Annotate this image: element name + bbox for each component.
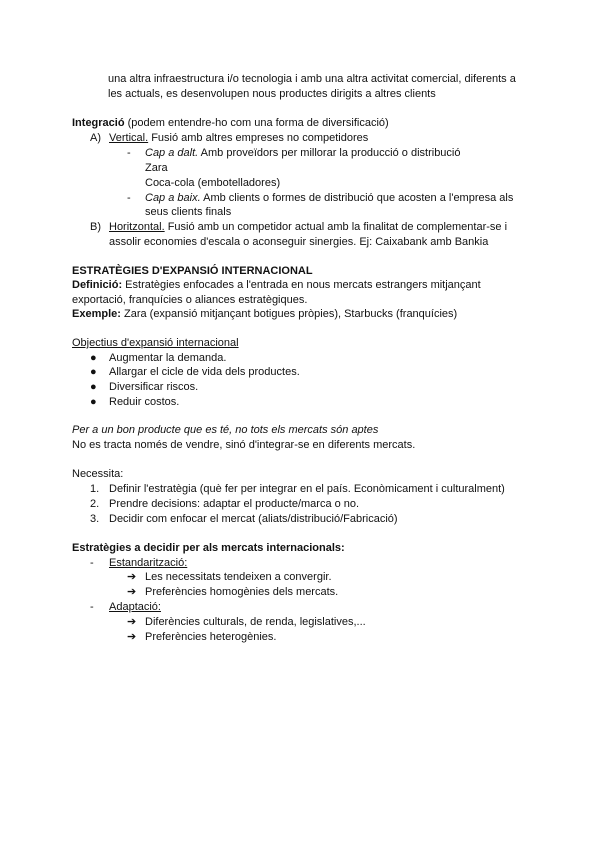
list-item [127,585,141,599]
exemple-line [72,307,457,321]
horitzontal-text-2: assolir economies d'escala o aconseguir sinergies. Ej: Caixabank amb Bankia [109,236,489,248]
exemple-text: Zara (expansió mitjançant botigues pròpies), Starbucks (franquícies) [120,308,458,320]
horitzontal-text: Fusió amb un competidor actual amb la finalitat de complementar-se i [164,221,508,233]
adaptacio-item: Preferències heterogènies. [145,631,277,643]
example-cocacola: Coca-cola (embotelladores) [145,177,281,189]
bullet-icon: ● [90,381,97,393]
cap-a-baix-text: Amb clients o formes de distribució que acosten a l'empresa als [200,192,514,204]
cap-a-dalt-term: Cap a dalt. [145,147,199,159]
list-item [90,365,100,379]
dash-baix: - [127,192,131,204]
list-item [90,351,100,365]
necessita-item: Prendre decisions: adaptar el producte/marca o no. [109,498,360,510]
necessita-item: Decidir com enfocar el mercat (aliats/distribució/Fabricació) [109,513,398,525]
cap-a-baix-item [145,191,513,205]
intro-line-1: una altra infraestructura i/o tecnologia i amb una altra activitat comercial, diferents a [108,73,516,85]
list-item [90,380,100,394]
arrow-right-icon: ➔ [127,586,137,598]
necessita-item: Definir l'estratègia (què fer per integrar en el país. Econòmicament i culturalment) [109,483,505,495]
cap-a-baix-term: Cap a baix. [145,192,201,204]
objectiu-text: Diversificar riscos. [109,381,199,393]
example-zara: Zara [145,162,168,174]
decidir-heading: Estratègies a decidir per als mercats internacionals: [72,542,345,554]
number-marker: 3. [90,513,100,525]
cap-a-baix-text-2: seus clients finals [145,206,232,218]
number-marker: 2. [90,498,100,510]
horitzontal-term: Horitzontal. [109,221,165,233]
dash-dalt: - [127,147,131,159]
bullet-icon: ● [90,396,97,408]
definicio-label: Definició: [72,279,123,291]
estandard-item: Preferències homogènies dels mercats. [145,586,339,598]
estandarditzacio-label: Estandarització: [109,557,188,569]
exemple-label: Exemple: [72,308,121,320]
list-item [127,570,141,584]
integracio-title: Integració [72,117,125,129]
dash-adaptacio: - [90,601,94,613]
objectiu-text: Allargar el cicle de vida dels productes. [109,366,300,378]
vertical-text: Fusió amb altres empreses no competidores [148,132,369,144]
integracio-note: (podem entendre-ho com una forma de diversificació) [124,117,389,129]
quote-text: No es tracta només de vendre, sinó d'integrar-se en diferents mercats. [72,439,416,451]
quote-italic: Per a un bon producte que es té, no tots els mercats són aptes [72,424,379,436]
objectiu-text: Reduir costos. [109,396,180,408]
arrow-right-icon: ➔ [127,571,137,583]
list-item [127,630,141,644]
estrategies-heading: ESTRATÈGIES D'EXPANSIÓ INTERNACIONAL [72,265,313,277]
adaptacio-item: Diferències culturals, de renda, legislatives,... [145,616,366,628]
bullet-icon: ● [90,352,97,364]
arrow-right-icon: ➔ [127,631,137,643]
list-item [90,395,100,409]
objectiu-text: Augmentar la demanda. [109,352,227,364]
objectius-heading: Objectius d'expansió internacional [72,337,239,349]
definicio-text: Estratègies enfocades a l'entrada en nous mercats estrangers mitjançant [122,279,481,291]
vertical-term: Vertical. [109,132,149,144]
cap-a-dalt-item [145,146,460,160]
definicio-text-2: exportació, franquícies o aliances estratègiques. [72,294,308,306]
definicio-line [72,278,481,292]
cap-a-dalt-text: Amb proveïdors per millorar la producció o distribució [198,147,461,159]
estandard-item: Les necessitats tendeixen a convergir. [145,571,332,583]
dash-estandard: - [90,557,94,569]
intro-line-2: les actuals, es desenvolupen nous productes dirigits a altres clients [108,88,436,100]
arrow-right-icon: ➔ [127,616,137,628]
necessita-heading: Necessita: [72,468,124,480]
marker-a: A) [90,132,101,144]
number-marker: 1. [90,483,100,495]
adaptacio-label: Adaptació: [109,601,161,613]
bullet-icon: ● [90,366,97,378]
horitzontal-item [109,220,507,234]
vertical-item [109,131,368,145]
list-item [127,615,141,629]
marker-b: B) [90,221,101,233]
integracio-heading [72,116,389,130]
